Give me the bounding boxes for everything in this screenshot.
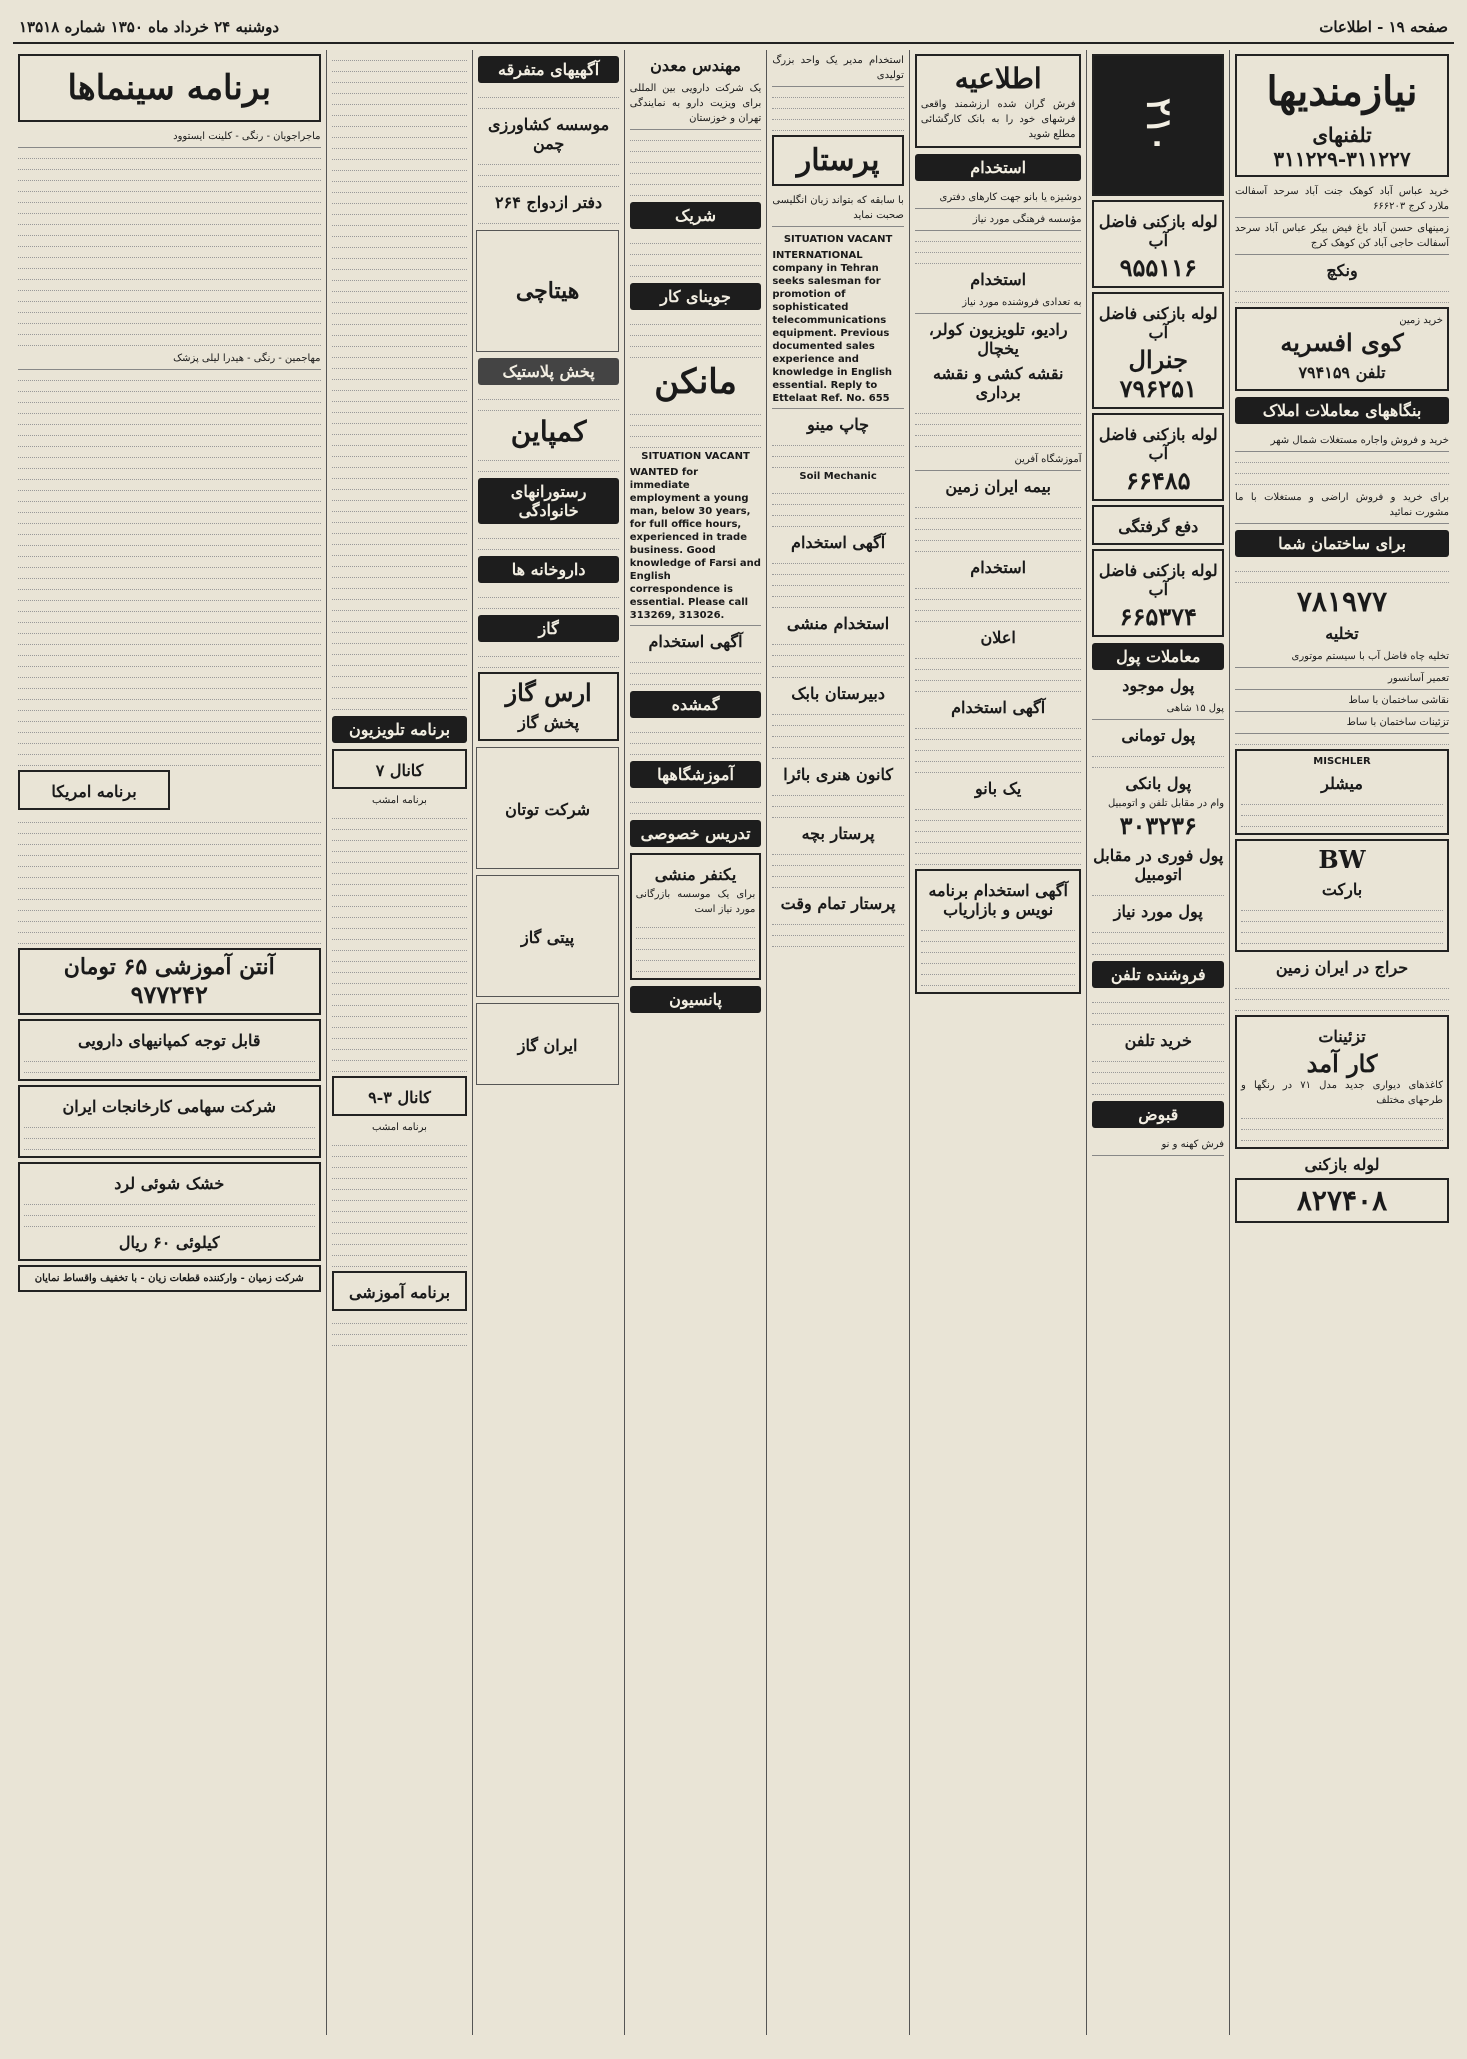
ad-land-1: خرید عباس آباد کوهک جنت آباد سرحد آسفالت ملارد کرج ۶۶۶۲۰۳ bbox=[1235, 181, 1449, 218]
bar-phone-sale: فروشنده تلفن bbox=[1092, 961, 1224, 988]
vertical-ad-number: ۲۱۰ bbox=[1138, 97, 1179, 153]
ad-afsarieh-phone: تلفن ۷۹۴۱۵۹ bbox=[1298, 363, 1386, 382]
ad-painting: نقاشی ساختمان با ساط bbox=[1235, 690, 1449, 712]
notice-column bbox=[909, 50, 1087, 2035]
head-auction: حراج در ایران زمین bbox=[1275, 958, 1409, 977]
nurse-box bbox=[772, 135, 904, 186]
tutan-logo bbox=[476, 747, 618, 869]
head-lady: یک بانو bbox=[974, 779, 1022, 798]
ad-real-estate-1: خرید و فروش واجاره مستغلات شمال شهر bbox=[1235, 430, 1449, 452]
pipe-box bbox=[1235, 1178, 1449, 1223]
channel-7-tonight: برنامه امشب bbox=[372, 795, 427, 806]
channel-7-box bbox=[332, 749, 468, 789]
pipe-phone: ۸۲۷۴۰۸ bbox=[1296, 1184, 1388, 1217]
aras-gas-title: ارس گاز bbox=[505, 678, 592, 707]
ad-real-estate-2: برای خرید و فروش اراضی و مستغلات با ما مشورت نمائید bbox=[1235, 487, 1449, 524]
barket-logo: BW bbox=[1318, 845, 1366, 874]
plumbing-ad-2-phone: ۷۹۶۲۵۱ bbox=[1119, 374, 1197, 403]
iran-gas-logo bbox=[476, 1003, 618, 1085]
head-employment-notice: آگهی استخدام bbox=[791, 533, 886, 552]
page-header bbox=[13, 12, 1454, 44]
head-employment-ad: آگهی استخدام bbox=[648, 632, 743, 651]
bar-restaurants: رستورانهای خانوادگی bbox=[478, 478, 618, 524]
ad-venak: ونکچ bbox=[1326, 261, 1358, 280]
columns bbox=[13, 50, 1454, 2035]
aras-gas-box bbox=[478, 672, 618, 741]
head-money-bank: پول بانکی bbox=[1125, 774, 1192, 793]
antenna-title: آنتن آموزشی ۶۵ تومان bbox=[63, 954, 275, 980]
aras-gas-sub: پخش گاز bbox=[518, 713, 580, 732]
bar-tv: برنامه تلویزیون bbox=[332, 716, 468, 743]
secretary-box-title: یکنفر منشی bbox=[654, 865, 737, 884]
head-money-toman: پول تومانی bbox=[1121, 726, 1196, 745]
america-program-box bbox=[18, 770, 170, 810]
head-nanny: پرستار بچه bbox=[801, 824, 875, 843]
head-radio-tv: رادیو، تلویزیون کولر، یخچال bbox=[928, 320, 1068, 358]
mixed-column bbox=[624, 50, 767, 2035]
channel-3-box bbox=[332, 1076, 468, 1116]
ads-column bbox=[1086, 50, 1229, 2035]
footer-ad-box bbox=[18, 1265, 321, 1292]
plumbing-ad-3 bbox=[1092, 413, 1224, 501]
newspaper-page bbox=[13, 12, 1454, 2035]
plumbing-ad-3-phone: ۶۶۴۸۵ bbox=[1126, 466, 1191, 495]
mannequin-title: مانکن bbox=[654, 362, 737, 402]
footer-ad-text: شرکت زمیان - وارکننده قطعات زیان - با تخفیف واقساط نمایان bbox=[34, 1273, 304, 1284]
classifieds-title-box bbox=[1235, 54, 1449, 177]
job-manager: استخدام مدیر یک واحد بزرگ تولیدی bbox=[772, 50, 904, 87]
ad-afsarieh-label: خرید زمین bbox=[1399, 315, 1443, 326]
antenna-box bbox=[18, 948, 321, 1015]
tutan-name: شرکت توتان bbox=[505, 800, 591, 819]
bar-lost: گمشده bbox=[630, 691, 762, 718]
bar-misc: آگهیهای متفرقه bbox=[478, 56, 618, 83]
head-mining-engineer: مهندس معدن bbox=[650, 56, 741, 75]
barket-box bbox=[1235, 839, 1449, 952]
head-loan: وام در مقابل تلفن و اتومبیل bbox=[1107, 798, 1225, 809]
dryclean-price: کیلوئی ۶۰ ریال bbox=[118, 1233, 220, 1252]
programmer-title: آگهی استخدام برنامه نویس و بازاریاب bbox=[928, 881, 1068, 919]
mischler-name: میشلر bbox=[1321, 774, 1363, 793]
head-fulltime-nurse: پرستار تمام وقت bbox=[780, 894, 896, 913]
hitachi-name: هیتاچی bbox=[515, 278, 580, 304]
plumbing-ad-2 bbox=[1092, 292, 1224, 409]
bar-money: معاملات پول bbox=[1092, 643, 1224, 670]
pharma-notice-box bbox=[18, 1019, 321, 1081]
channel-3-title: کانال ۳-۹ bbox=[368, 1088, 431, 1107]
head-chaman: موسسه کشاورزی چمن bbox=[488, 115, 610, 153]
notice-box bbox=[915, 54, 1082, 148]
head-employment-3: آگهی استخدام bbox=[951, 698, 1046, 717]
secretary-box bbox=[630, 853, 762, 980]
en-ad-2-text: WANTED for immediate employment a young man, below 30 years, for full office hours, experienced in trade business. Good knowledge of Farsi and English correspondence is essential. Please call 313269, 313026. bbox=[630, 463, 762, 626]
cinema-line-1: ماجراجویان - رنگی - کلینت ایستوود bbox=[18, 126, 321, 148]
head-soil-mechanic: Soil Mechanic bbox=[799, 471, 877, 482]
channel-7-title: کانال ۷ bbox=[375, 761, 424, 780]
barket-name: بارکت bbox=[1321, 880, 1363, 899]
bar-pharmacies: داروخانه ها bbox=[478, 556, 618, 583]
ad-carpet: فرش کهنه و نو bbox=[1092, 1134, 1224, 1156]
ad-land-2: زمینهای حسن آباد باغ فیض بیکر عباس آباد سرحد آسفالت حاجی آباد کن کوهک کرج bbox=[1235, 218, 1449, 255]
bar-receipts: قبوض bbox=[1092, 1101, 1224, 1128]
decoration-title: تزئینات bbox=[1318, 1027, 1366, 1046]
bar-pension: پانسیون bbox=[630, 986, 762, 1013]
pharma-ad: یک شرکت دارویی بین المللی برای ویزیت دارو به نمایندگی تهران و خوزستان bbox=[630, 78, 762, 130]
factory-title: شرکت سهامی کارخانجات ایران bbox=[62, 1097, 276, 1116]
head-phone-buy: خرید تلفن bbox=[1124, 1031, 1192, 1050]
head-print-mino: چاپ مینو bbox=[807, 415, 870, 434]
ad-afsarieh-box bbox=[1235, 307, 1449, 391]
notice-text: فرش گران شده ارزشمند واقعی فرشهای خود را به بانک کارگشائی مطلع شوید bbox=[920, 99, 1076, 140]
plumbing-ad-3-title: لوله بازکنی فاضل آب bbox=[1098, 425, 1218, 463]
plumbing-ad-4-title: دفع گرفتگی bbox=[1118, 517, 1199, 536]
notice-title: اطلاعیه bbox=[954, 62, 1042, 95]
head-secretary: استخدام منشی bbox=[786, 614, 890, 633]
misc-column bbox=[472, 50, 623, 2035]
nurse-title: پرستار bbox=[796, 143, 880, 178]
bar-employment: استخدام bbox=[915, 154, 1082, 181]
dryclean-title: خشک شوئی لرد bbox=[114, 1174, 225, 1193]
plumbing-ad-5-title: لوله بازکنی فاضل آب bbox=[1098, 561, 1218, 599]
classifieds-column bbox=[1229, 50, 1454, 2035]
building-phone: ۷۸۱۹۷۷ bbox=[1296, 585, 1388, 618]
header-page-title: صفحه ۱۹ - اطلاعات bbox=[1319, 18, 1448, 36]
header-date: دوشنبه ۲۴ خرداد ماه ۱۳۵۰ شماره ۱۳۵۱۸ bbox=[19, 18, 280, 36]
head-pipe: لوله بازکنی bbox=[1304, 1155, 1380, 1174]
classifieds-phones: تلفنهای ۳۱۱۲۲۷-۳۱۱۲۲۹ bbox=[1273, 123, 1411, 171]
iran-gas-name: ایران گاز bbox=[517, 1036, 578, 1055]
bar-tutoring: تدریس خصوصی bbox=[630, 820, 762, 847]
dryclean-box bbox=[18, 1162, 321, 1261]
mischler-logo: MISCHLER bbox=[1313, 756, 1371, 767]
bar-plastic: پخش پلاستیک bbox=[478, 358, 618, 385]
campaign-title: کمپاین bbox=[510, 415, 587, 448]
head-employment-1: استخدام bbox=[970, 270, 1027, 289]
piti-gas-name: پیتی گاز bbox=[521, 928, 575, 947]
pharma-notice-title: قابل توجه کمپانیهای دارویی bbox=[78, 1031, 261, 1050]
america-program-title: برنامه امریکا bbox=[51, 782, 137, 801]
nurse-text: با سابقه که بتواند زبان انگلیسی صحبت نماید bbox=[772, 190, 904, 227]
vertical-ad bbox=[1092, 54, 1224, 196]
head-babak-school: دبیرستان بابک bbox=[791, 684, 885, 703]
head-drafting: نقشه کشی و نقشه برداری bbox=[932, 364, 1064, 402]
head-drain: تخلیه bbox=[1325, 624, 1359, 643]
ad-drain: تخلیه چاه فاضل آب با سیستم موتوری bbox=[1235, 646, 1449, 668]
head-marriage-office: دفتر ازدواج ۲۶۴ bbox=[495, 193, 603, 212]
job-sales: به تعدادی فروشنده مورد نیاز bbox=[915, 292, 1082, 314]
mischler-box bbox=[1235, 749, 1449, 835]
bar-gas: گاز bbox=[478, 615, 618, 642]
ad-money-15: پول ۱۵ شاهی bbox=[1092, 698, 1224, 720]
en-ad-1-text: INTERNATIONAL company in Tehran seeks salesman for promotion of sophisticated telecommunications equipment. Previous documented sales experience and knowledge in English essential. Reply to Ettelaat Ref. No. 655 bbox=[772, 246, 904, 409]
head-announcement: اعلان bbox=[980, 628, 1016, 647]
channel-3-tonight: برنامه امشب bbox=[372, 1122, 427, 1133]
factory-box bbox=[18, 1085, 321, 1158]
cinema-line-2: مهاجمین - رنگی - هیدرا لیلی پزشک bbox=[18, 348, 321, 370]
head-insurance: بیمه ایران زمین bbox=[945, 477, 1051, 496]
loan-phone: ۳۰۳۲۳۶ bbox=[1119, 811, 1197, 840]
en-ad-1-head: SITUATION VACANT bbox=[783, 234, 893, 245]
head-money-available: پول موجود bbox=[1122, 676, 1195, 695]
programmer-box bbox=[915, 869, 1082, 994]
plumbing-ad-1 bbox=[1092, 200, 1224, 288]
plumbing-ad-2-brand: جنرال bbox=[1128, 345, 1188, 374]
plumbing-ad-5 bbox=[1092, 549, 1224, 637]
job-cultural: مؤسسه فرهنگی مورد نیاز bbox=[915, 209, 1082, 231]
ad-elevator: تعمیر آسانسور bbox=[1235, 668, 1449, 690]
head-quick-money: پول فوری در مقابل اتومبیل bbox=[1093, 846, 1224, 884]
educational-box bbox=[332, 1271, 468, 1311]
bar-building: برای ساختمان شما bbox=[1235, 530, 1449, 557]
educational-title: برنامه آموزشی bbox=[348, 1283, 451, 1302]
secretary-box-text: برای یک موسسه بازرگانی مورد نیاز است bbox=[635, 889, 756, 915]
antenna-phone: ۹۷۷۲۴۲ bbox=[130, 980, 208, 1009]
ad-afsarieh-title: کوی افسریه bbox=[1280, 328, 1404, 357]
decoration-box bbox=[1235, 1015, 1449, 1149]
piti-gas-logo bbox=[476, 875, 618, 997]
head-employment-2: استخدام bbox=[970, 558, 1027, 577]
bar-partner: شریک bbox=[630, 202, 762, 229]
ad-decoration: تزئینات ساختمان با ساط bbox=[1235, 712, 1449, 734]
classifieds-title: نیازمندیها bbox=[1266, 68, 1418, 115]
nurse-column bbox=[766, 50, 909, 2035]
tv-column bbox=[326, 50, 473, 2035]
cinema-title-box bbox=[18, 54, 321, 122]
bar-real-estate: بنگاههای معاملات املاک bbox=[1235, 397, 1449, 424]
plumbing-ad-5-phone: ۶۶۵۳۷۴ bbox=[1119, 602, 1197, 631]
en-ad-2-head: SITUATION VACANT bbox=[641, 451, 750, 462]
bar-schools: آموزشگاهها bbox=[630, 761, 762, 788]
plumbing-ad-1-phone: ۹۵۵۱۱۶ bbox=[1119, 253, 1197, 282]
job-office-woman: دوشیزه یا بانو جهت کارهای دفتری bbox=[915, 187, 1082, 209]
bar-job-seekers: جوینای کار bbox=[630, 283, 762, 310]
hitachi-logo bbox=[476, 230, 618, 352]
plumbing-ad-4 bbox=[1092, 505, 1224, 545]
school-afarin: آموزشگاه آفرین bbox=[915, 449, 1082, 471]
cinema-column bbox=[13, 50, 326, 2035]
cinema-title: برنامه سینماها bbox=[67, 68, 272, 108]
decoration-text: کاغذهای دیواری جدید مدل ۷۱ در رنگها و طرحهای مختلف bbox=[1241, 1080, 1443, 1106]
plumbing-ad-2-title: لوله بازکنی فاضل آب bbox=[1098, 304, 1218, 342]
plumbing-ad-1-title: لوله بازکنی فاضل آب bbox=[1098, 212, 1218, 250]
decoration-brand: کار آمد bbox=[1306, 1049, 1378, 1078]
head-money-needed: پول مورد نیاز bbox=[1113, 902, 1203, 921]
head-art-center: کانون هنری بائرا bbox=[783, 765, 893, 784]
